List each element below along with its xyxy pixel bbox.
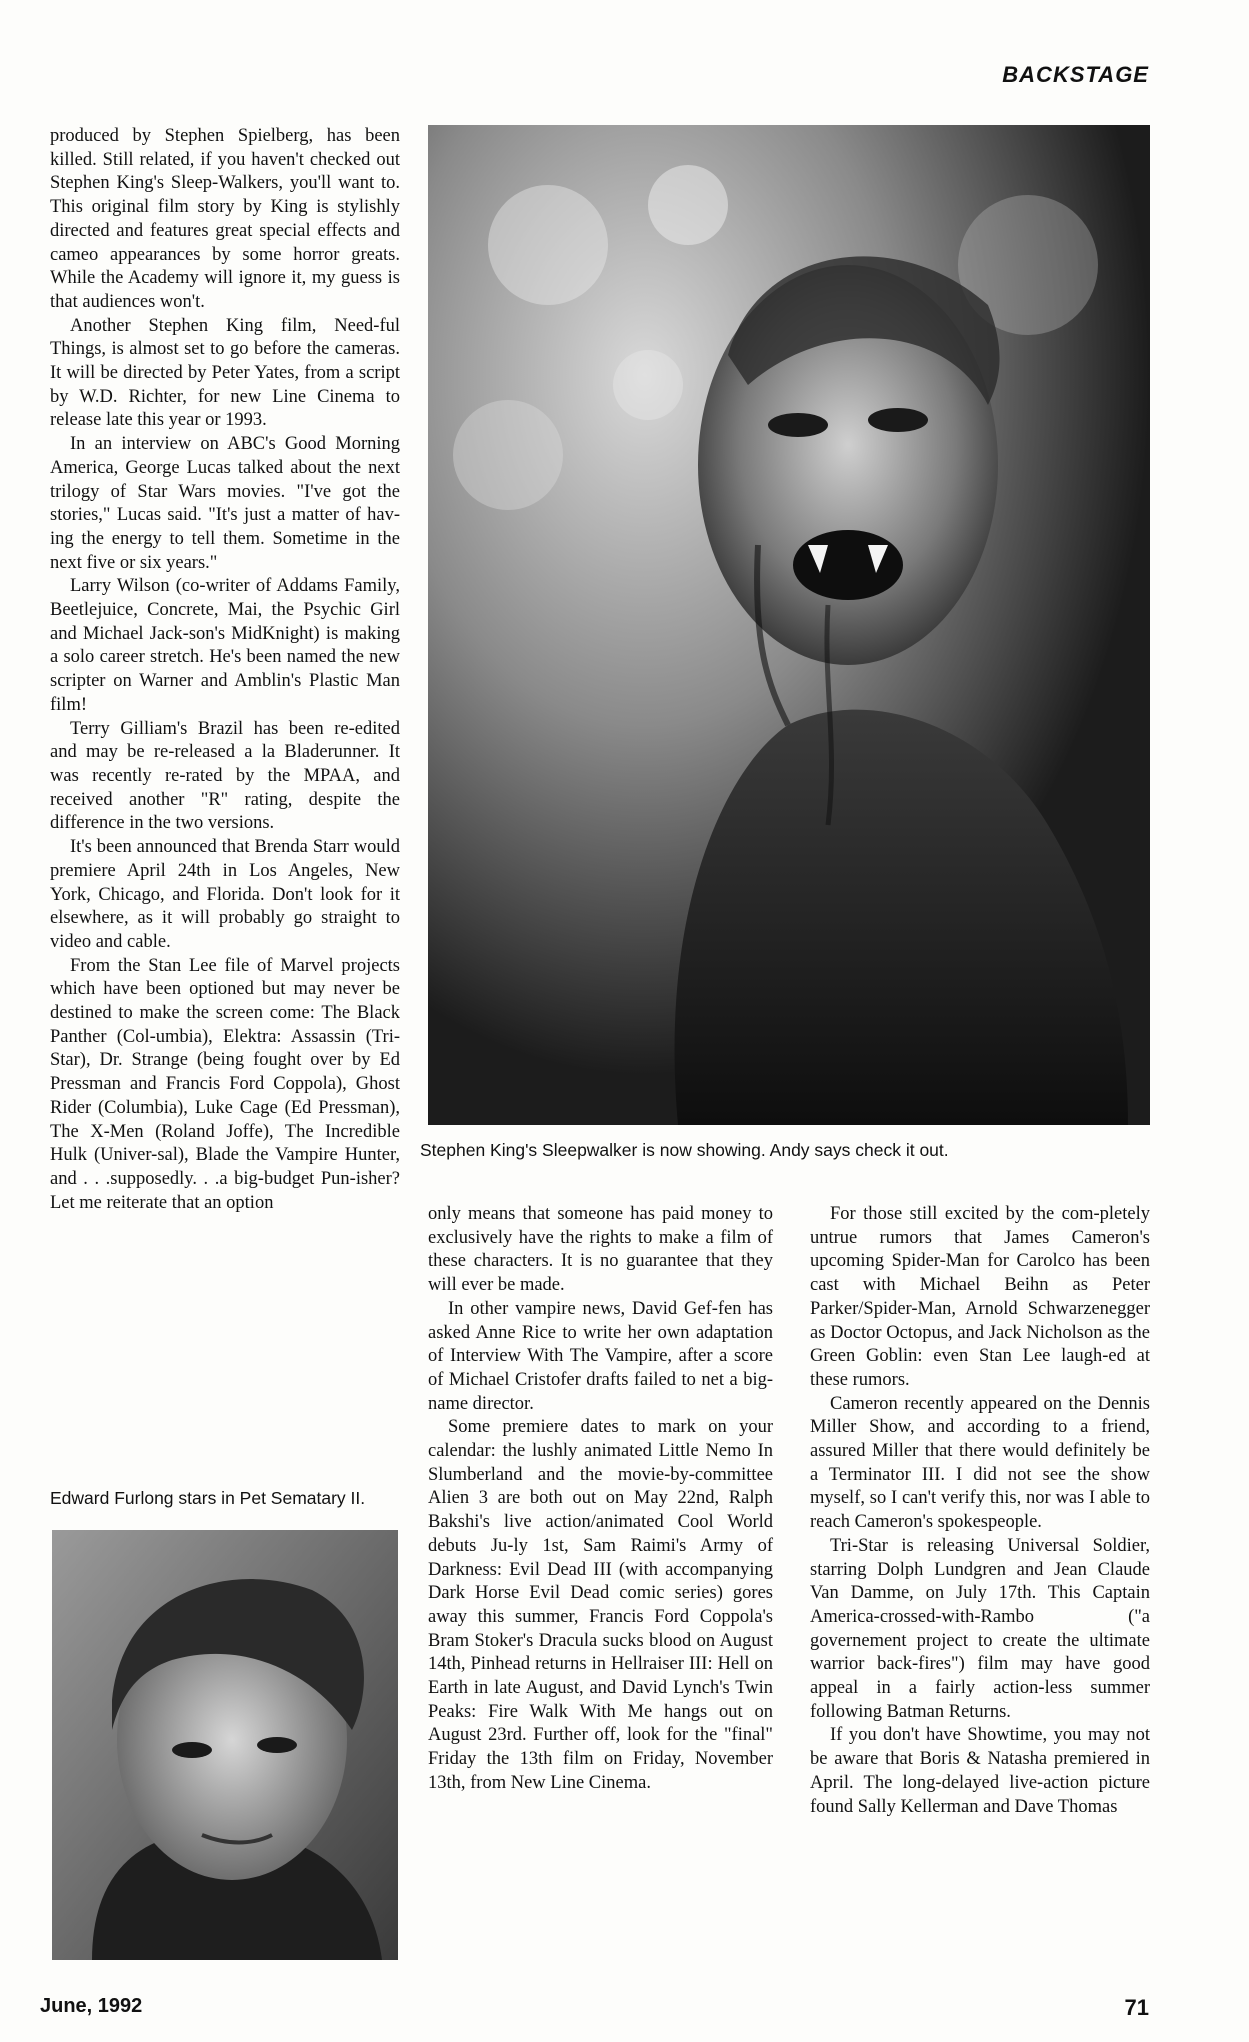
issue-date: June, 1992: [40, 1995, 143, 2017]
paragraph: It's been announced that Brenda Starr would premiere April 24th in Los Angeles, New York, Chicago, and Florida. Don't look for it elsewhere, as it will probably go straight to video and cable.: [50, 837, 400, 952]
paragraph: Terry Gilliam's Brazil has been re-edited and may be re-released a la Bladerunner. It was recently re-rated by the MPAA, and received another "R" rating, despite the difference in the two versions.: [50, 718, 400, 834]
right-column: [810, 1203, 1150, 1819]
paragraph: Some premiere dates to mark on your calendar: the lushly animated Little Nemo In Slumberland and the movie-by-committee Alien 3 are both out on May 22nd, Ralph Bakshi's live action/animated Cool World debuts Ju-ly 1st, Sam Raimi's Army of Darkness: Evil Dead III (with accompanying Dark Horse Evil Dead comic series) gores away this summer, Francis Ford Coppola's Bram Stoker's Dracula sucks blood on August 14th, Pinhead returns in Hellraiser III: Hell on Earth in late August, and David Lynch's Twin Peaks: Fire Walk With Me hangs out on August 23rd. Further off, look for the "final" Friday the 13th film on Friday, November 13th, from New Line Cinema.: [428, 1417, 773, 1793]
section-label: BACKSTAGE: [1002, 62, 1149, 87]
paragraph: In other vampire news, David Gef-fen has asked Anne Rice to write her own adaptation of Interview With The Vampire, after a score of Michael Cristofer drafts failed to net a big-name director.: [428, 1298, 773, 1414]
photo-caption-small: Edward Furlong stars in Pet Sematary II.: [50, 1488, 366, 1508]
paragraph: only means that someone has paid money to exclusively have the rights to make a film of these characters. It is no guarantee that they will ever be made.: [428, 1204, 773, 1296]
photo-caption: Stephen King's Sleepwalker is now showing. Andy says check it out.: [420, 1140, 949, 1160]
paragraph: Cameron recently appeared on the Dennis Miller Show, and according to a friend, assured Miller that there would definitely be a Terminator III. I did not see the show myself, so I can't verify this, nor was I able to reach Cameron's spokespeople.: [810, 1393, 1150, 1533]
page-number: 71: [1124, 1995, 1149, 2020]
paragraph: In an interview on ABC's Good Morning America, George Lucas talked about the next trilogy of Star Wars movies. "I've got the stories," Lucas said. "It's just a matter of hav-ing the energy to tell them. Sometime in the next five or six years.": [50, 434, 400, 573]
paragraph: produced by Stephen Spielberg, has been killed. Still related, if you haven't checked out Stephen King's Sleep-Walkers, you'll want to. This original film story by King is stylishly directed and features great special effects and cameo appearances by some horror greats. While the Academy will ignore it, my guess is that audiences won't.: [50, 126, 400, 312]
furlong-photo: [52, 1530, 398, 1960]
paragraph: From the Stan Lee file of Marvel projects which have been optioned but may never be destined to make the screen come: The Black Panther (Col-umbia), Elektra: Assassin (Tri-Star), Dr. Strange (being fought over by Ed Pressman and Francis Ford Coppola), Ghost Rider (Columbia), Luke Cage (Ed Pressman), The X-Men (Roland Joffe), The Incredible Hulk (Univer-sal), Blade the Vampire Hunter, and . . .supposedly. . .a big-budget Pun-isher? Let me reiterate that an option: [50, 955, 400, 1213]
furlong-photo-art: [52, 1530, 398, 1960]
middle-column: [428, 1203, 773, 1796]
paragraph: Another Stephen King film, Need-ful Things, is almost set to go before the cameras. It will be directed by Peter Yates, from a script by W.D. Richter, for new Line Cinema to release late this year or 1993.: [50, 315, 400, 431]
left-column: [50, 125, 400, 1215]
paragraph: Larry Wilson (co-writer of Addams Family, Beetlejuice, Concrete, Mai, the Psychic Girl and Michael Jack-son's MidKnight) is making a solo career stretch. He's been named the new scripter on Warner and Amblin's Plastic Man film!: [50, 576, 400, 715]
sleepwalker-photo: [428, 125, 1150, 1125]
sleepwalker-photo-art: [428, 125, 1150, 1125]
paragraph: Tri-Star is releasing Universal Soldier, starring Dolph Lundgren and Jean Claude Van Damme, on July 17th. This Captain America-crossed-with-Rambo ("a governement project to create the ultimate warrior back-fires") film may have good appeal in a fairly action-less summer following Batman Returns.: [810, 1535, 1150, 1722]
paragraph: If you don't have Showtime, you may not be aware that Boris & Natasha premiered in April. The long-delayed live-action picture found Sally Kellerman and Dave Thomas: [810, 1725, 1150, 1817]
paragraph: For those still excited by the com-pletely untrue rumors that James Cameron's upcoming Spider-Man for Carolco has been cast with Michael Beihn as Peter Parker/Spider-Man, Arnold Schwarzenegger as Doctor Octopus, and Jack Nicholson as the Green Goblin: even Stan Lee laugh-ed at these rumors.: [810, 1204, 1150, 1390]
